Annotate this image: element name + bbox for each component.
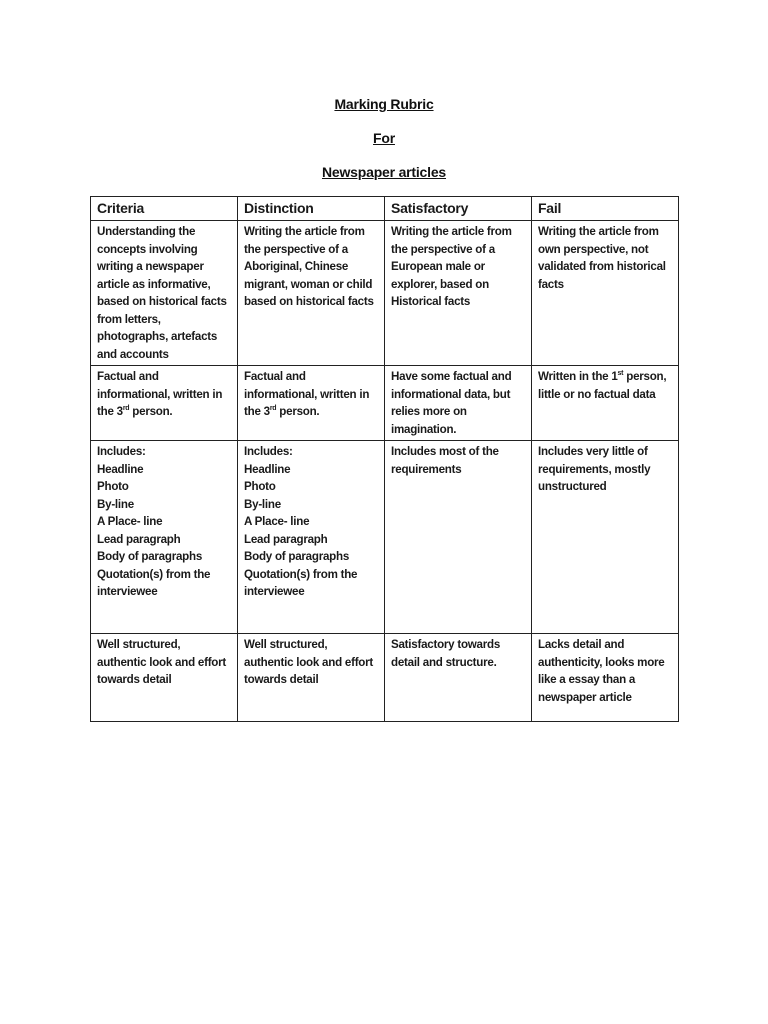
table-row <box>91 221 679 366</box>
header-row <box>91 197 679 221</box>
cell-text: Factual and informational, written in the 3 <box>97 370 223 418</box>
cell-text: Factual and informational, written in the 3 <box>244 370 370 418</box>
cell-fail: Writing the article from own perspective, not validated from historical facts <box>532 221 679 366</box>
list-line: Lead paragraph <box>97 532 181 546</box>
header-distinction: Distinction <box>238 197 385 221</box>
list-line: Lead paragraph <box>244 532 328 546</box>
cell-satisfactory: Includes most of the requirements <box>385 441 532 634</box>
cell-fail: Lacks detail and authenticity, looks more like a essay than a newspaper article <box>532 634 679 722</box>
cell-distinction: Well structured, authentic look and effort towards detail <box>238 634 385 722</box>
cell-criteria: Understanding the concepts involving writing a newspaper article as informative, based on historical facts from letters, photographs, artefacts and accounts <box>91 221 238 366</box>
list-line: Body of paragraphs <box>97 550 203 563</box>
document-title-for: For <box>373 130 395 146</box>
table-row <box>91 634 679 722</box>
document-subtitle: Newspaper articles <box>321 164 447 180</box>
header-satisfactory: Satisfactory <box>385 197 532 221</box>
ordinal-suffix: rd <box>122 405 130 412</box>
cell-distinction <box>238 366 385 441</box>
list-line: Quotation(s) from the interviewee <box>97 567 211 598</box>
list-line: Photo <box>244 480 276 493</box>
list-line: Headline <box>97 462 144 476</box>
document-title: Marking Rubric <box>334 96 434 112</box>
list-line: Quotation(s) from the interviewee <box>244 567 358 598</box>
list-line: Body of paragraphs <box>244 550 350 563</box>
cell-distinction: Writing the article from the perspective of a Aboriginal, Chinese migrant, woman or child based on historical facts <box>238 221 385 366</box>
ordinal-suffix: rd <box>269 405 277 412</box>
table-row <box>91 366 679 441</box>
list-line: Includes: <box>244 445 293 458</box>
table-row <box>91 441 679 634</box>
cell-criteria <box>91 366 238 441</box>
cell-criteria <box>91 441 238 634</box>
cell-fail <box>532 366 679 441</box>
cell-satisfactory: Have some factual and informational data, but relies more on imagination. <box>385 366 532 441</box>
cell-text: person, little or no factual data <box>538 370 667 401</box>
cell-text: person. <box>276 405 320 418</box>
header-criteria: Criteria <box>91 197 238 221</box>
list-line: A Place- line <box>97 515 163 528</box>
ordinal-suffix: st <box>617 370 624 377</box>
list-line: Headline <box>244 462 291 476</box>
cell-distinction <box>238 441 385 634</box>
header-fail: Fail <box>532 197 679 221</box>
cell-satisfactory: Satisfactory towards detail and structure. <box>385 634 532 722</box>
list-line: By-line <box>244 497 281 511</box>
list-line: A Place- line <box>244 515 310 528</box>
cell-criteria: Well structured, authentic look and effort towards detail <box>91 634 238 722</box>
list-line: By-line <box>97 497 134 511</box>
cell-text: Written in the 1 <box>538 370 618 383</box>
list-line: Photo <box>97 480 129 493</box>
rubric-table <box>90 196 679 722</box>
list-line: Includes: <box>97 445 146 458</box>
cell-text: person. <box>129 405 173 418</box>
cell-fail: Includes very little of requirements, mostly unstructured <box>532 441 679 634</box>
cell-satisfactory: Writing the article from the perspective of a European male or explorer, based on Historical facts <box>385 221 532 366</box>
